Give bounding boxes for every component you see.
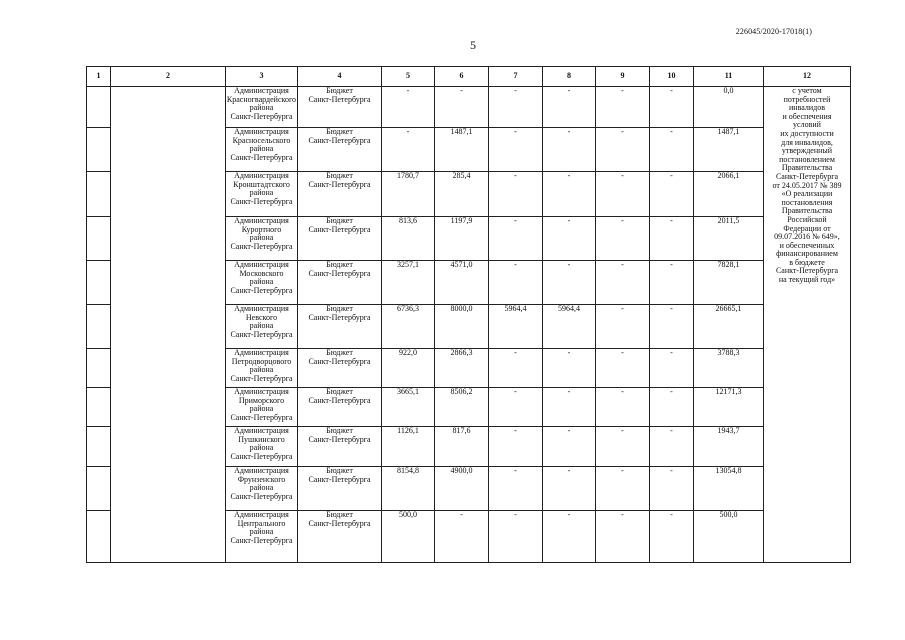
value-cell-c9: - — [596, 511, 650, 563]
value-cell-c10: - — [650, 467, 694, 511]
value-cell-c9: - — [596, 305, 650, 349]
funding-source-cell: Бюджет Санкт-Петербурга — [298, 349, 382, 388]
value-cell-c10: - — [650, 305, 694, 349]
value-cell-c6: - — [435, 511, 489, 563]
cell-col-1 — [87, 87, 111, 128]
funding-source-cell: Бюджет Санкт-Петербурга — [298, 261, 382, 305]
value-cell-c10: - — [650, 128, 694, 172]
value-cell-c5: 3257,1 — [382, 261, 435, 305]
funding-source-cell: Бюджет Санкт-Петербурга — [298, 467, 382, 511]
column-number-row — [87, 67, 851, 87]
column-header-10: 10 — [650, 67, 694, 87]
value-cell-c8: - — [543, 467, 596, 511]
value-cell-c7: - — [489, 467, 543, 511]
value-cell-c9: - — [596, 172, 650, 217]
value-cell-c9: - — [596, 261, 650, 305]
value-cell-c7: - — [489, 217, 543, 261]
value-cell-c7: - — [489, 261, 543, 305]
value-cell-c11: 26665,1 — [694, 305, 764, 349]
funding-source-cell: Бюджет Санкт-Петербурга — [298, 87, 382, 128]
funding-source-cell: Бюджет Санкт-Петербурга — [298, 128, 382, 172]
organization-cell: Администрация Московского района Санкт-Петербурга — [226, 261, 298, 305]
note-cell: с учетом потребностей инвалидов и обеспечения условий их доступности для инвалидов, утвержденный постановлением Правительства Санкт-Петербурга от 24.05.2017 № 389 «О реализации постановления Правительства Российской Федерации от 09.07.2016 № 649», и обеспеченных финансированием в бюджете Санкт-Петербурга на текущий год» — [764, 87, 851, 563]
value-cell-c11: 1943,7 — [694, 427, 764, 467]
value-cell-c6: 817,6 — [435, 427, 489, 467]
value-cell-c6: 8000,0 — [435, 305, 489, 349]
value-cell-c9: - — [596, 349, 650, 388]
table-body — [87, 87, 851, 563]
column-header-12: 12 — [764, 67, 851, 87]
value-cell-c9: - — [596, 128, 650, 172]
value-cell-c8: - — [543, 427, 596, 467]
cell-col-1 — [87, 349, 111, 388]
value-cell-c8: - — [543, 511, 596, 563]
organization-cell: Администрация Пушкинского района Санкт-Петербурга — [226, 427, 298, 467]
funding-source-cell: Бюджет Санкт-Петербурга — [298, 388, 382, 427]
value-cell-c11: 7828,1 — [694, 261, 764, 305]
budget-table — [86, 66, 851, 563]
organization-cell: Администрация Петродворцового района Санкт-Петербурга — [226, 349, 298, 388]
organization-cell: Администрация Невского района Санкт-Петербурга — [226, 305, 298, 349]
value-cell-c10: - — [650, 172, 694, 217]
organization-cell: Администрация Кронштадтского района Санкт-Петербурга — [226, 172, 298, 217]
organization-cell: Администрация Красносельского района Санкт-Петербурга — [226, 128, 298, 172]
value-cell-c9: - — [596, 427, 650, 467]
cell-col-1 — [87, 128, 111, 172]
value-cell-c5: - — [382, 87, 435, 128]
value-cell-c6: 8506,2 — [435, 388, 489, 427]
funding-source-cell: Бюджет Санкт-Петербурга — [298, 217, 382, 261]
funding-source-cell: Бюджет Санкт-Петербурга — [298, 305, 382, 349]
cell-col-1 — [87, 427, 111, 467]
value-cell-c8: 5964,4 — [543, 305, 596, 349]
cell-col-1 — [87, 467, 111, 511]
value-cell-c5: 1780,7 — [382, 172, 435, 217]
value-cell-c5: 8154,8 — [382, 467, 435, 511]
value-cell-c6: 4900,0 — [435, 467, 489, 511]
value-cell-c7: - — [489, 172, 543, 217]
value-cell-c7: - — [489, 87, 543, 128]
document-id: 226045/2020-17018(1) — [735, 27, 812, 36]
value-cell-c7: - — [489, 388, 543, 427]
value-cell-c10: - — [650, 217, 694, 261]
value-cell-c5: 922,0 — [382, 349, 435, 388]
value-cell-c8: - — [543, 172, 596, 217]
value-cell-c8: - — [543, 87, 596, 128]
column-header-2: 2 — [111, 67, 226, 87]
value-cell-c8: - — [543, 261, 596, 305]
value-cell-c10: - — [650, 511, 694, 563]
value-cell-c8: - — [543, 349, 596, 388]
cell-col-1 — [87, 261, 111, 305]
value-cell-c10: - — [650, 427, 694, 467]
value-cell-c6: 4571,0 — [435, 261, 489, 305]
value-cell-c8: - — [543, 128, 596, 172]
funding-source-cell: Бюджет Санкт-Петербурга — [298, 172, 382, 217]
value-cell-c9: - — [596, 467, 650, 511]
column-header-3: 3 — [226, 67, 298, 87]
value-cell-c5: - — [382, 128, 435, 172]
value-cell-c7: - — [489, 349, 543, 388]
cell-col-1 — [87, 217, 111, 261]
organization-cell: Администрация Курортного района Санкт-Петербурга — [226, 217, 298, 261]
value-cell-c7: - — [489, 427, 543, 467]
value-cell-c6: 1487,1 — [435, 128, 489, 172]
cell-col-2 — [111, 87, 226, 563]
value-cell-c8: - — [543, 388, 596, 427]
value-cell-c11: 2011,5 — [694, 217, 764, 261]
value-cell-c5: 6736,3 — [382, 305, 435, 349]
value-cell-c10: - — [650, 261, 694, 305]
value-cell-c5: 1126,1 — [382, 427, 435, 467]
funding-source-cell: Бюджет Санкт-Петербурга — [298, 427, 382, 467]
organization-cell: Администрация Приморского района Санкт-Петербурга — [226, 388, 298, 427]
value-cell-c11: 12171,3 — [694, 388, 764, 427]
value-cell-c10: - — [650, 349, 694, 388]
cell-col-1 — [87, 511, 111, 563]
cell-col-1 — [87, 388, 111, 427]
column-header-6: 6 — [435, 67, 489, 87]
value-cell-c10: - — [650, 388, 694, 427]
value-cell-c10: - — [650, 87, 694, 128]
column-header-1: 1 — [87, 67, 111, 87]
value-cell-c5: 500,0 — [382, 511, 435, 563]
value-cell-c6: - — [435, 87, 489, 128]
value-cell-c7: 5964,4 — [489, 305, 543, 349]
column-header-8: 8 — [543, 67, 596, 87]
cell-col-1 — [87, 172, 111, 217]
value-cell-c11: 13054,8 — [694, 467, 764, 511]
column-header-9: 9 — [596, 67, 650, 87]
value-cell-c11: 0,0 — [694, 87, 764, 128]
value-cell-c9: - — [596, 87, 650, 128]
value-cell-c5: 3665,1 — [382, 388, 435, 427]
value-cell-c8: - — [543, 217, 596, 261]
organization-cell: Администрация Фрунзенского района Санкт-Петербурга — [226, 467, 298, 511]
value-cell-c11: 500,0 — [694, 511, 764, 563]
organization-cell: Администрация Красногвардейского района Санкт-Петербурга — [226, 87, 298, 128]
column-header-5: 5 — [382, 67, 435, 87]
column-header-11: 11 — [694, 67, 764, 87]
value-cell-c6: 285,4 — [435, 172, 489, 217]
value-cell-c9: - — [596, 388, 650, 427]
page-number: 5 — [470, 38, 476, 52]
value-cell-c11: 2066,1 — [694, 172, 764, 217]
organization-cell: Администрация Центрального района Санкт-Петербурга — [226, 511, 298, 563]
value-cell-c7: - — [489, 128, 543, 172]
column-header-7: 7 — [489, 67, 543, 87]
cell-col-1 — [87, 305, 111, 349]
value-cell-c6: 1197,9 — [435, 217, 489, 261]
value-cell-c6: 2866,3 — [435, 349, 489, 388]
value-cell-c9: - — [596, 217, 650, 261]
funding-source-cell: Бюджет Санкт-Петербурга — [298, 511, 382, 563]
value-cell-c11: 3788,3 — [694, 349, 764, 388]
column-header-4: 4 — [298, 67, 382, 87]
value-cell-c7: - — [489, 511, 543, 563]
value-cell-c11: 1487,1 — [694, 128, 764, 172]
table-row — [87, 87, 851, 128]
value-cell-c5: 813,6 — [382, 217, 435, 261]
